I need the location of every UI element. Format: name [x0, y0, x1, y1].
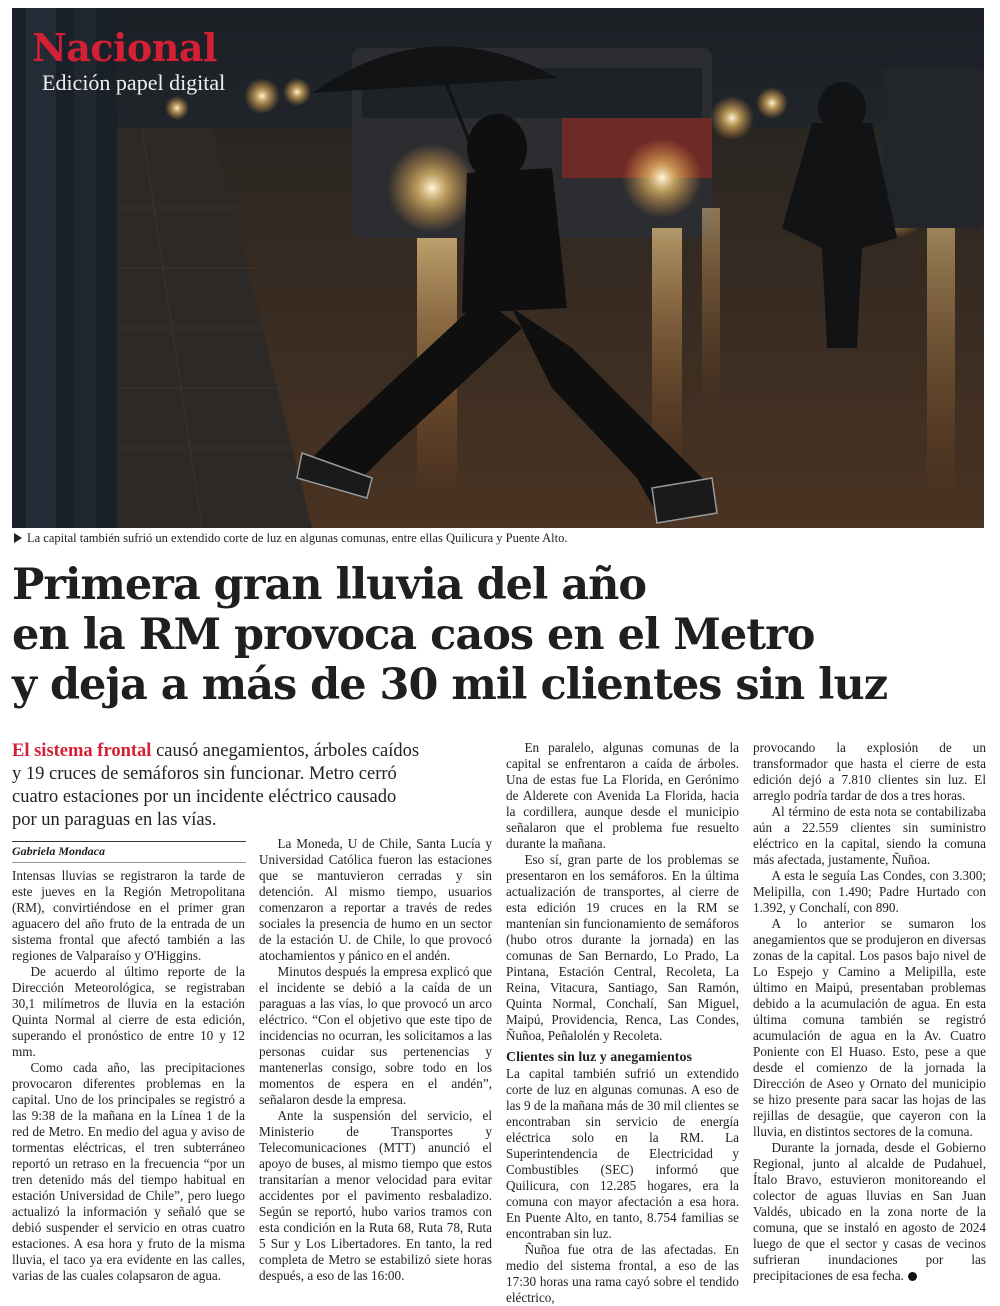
byline: Gabriela Mondaca — [12, 841, 246, 863]
paragraph: Ante la suspensión del servicio, el Ministerio de Transportes y Telecomunicaciones (MTT) anunció el apoyo de buses, al mismo tiempo que estos transitarían a menor velocidad para evitar accidentes por el pavimento resbaladizo. Según se reportó, hubo varios tramos con esta condición en la Ruta 68, Ruta 78, Ruta 5 Sur y Los Libertadores. En tanto, la red completa de Metro se estabilizó siete horas después, a eso de las 16:00. — [259, 1108, 492, 1283]
paragraph: Minutos después la empresa explicó que el incidente se debió a la caída de un paraguas a las vías, lo que provocó un arco eléctrico. “Con el objetivo que este tipo de incidencias no ocurran, les solicitamos a las personas cuidar sus pertenencias y mantenerlas consigo, sobre todo en los momentos de espera en el andén”, señalaron desde la empresa. — [259, 964, 492, 1107]
headline-line-3: y deja a más de 30 mil clientes sin luz — [12, 660, 888, 710]
section-subtitle: Edición papel digital — [42, 70, 226, 95]
hero-photo — [12, 8, 984, 528]
headline-line-1: Primera gran lluvia del año — [12, 560, 647, 610]
caption-triangle-icon — [14, 533, 22, 543]
body-column-3 — [506, 740, 739, 1306]
paragraph: Ñuñoa fue otra de las afectadas. En medio del sistema frontal, a eso de las 17:30 horas una rama cayó sobre el tendido eléctrico, — [506, 1242, 739, 1305]
subheading: Clientes sin luz y anegamientos — [506, 1050, 692, 1065]
lead-line-3: cuatro estaciones por un incidente eléctrico causado — [12, 787, 397, 807]
headline — [12, 560, 988, 710]
lead-line-2: y 19 cruces de semáforos sin funcionar. Metro cerró — [12, 764, 397, 784]
photo-caption — [14, 531, 567, 546]
paragraph: Intensas lluvias se registraron la tarde de este jueves en la Región Metropolitana (RM), convirtiéndose en el primer gran aguacero del año fruto de la entrada de un sistema frontal que afectó también a las regiones de Valparaíso y O'Higgins. — [12, 868, 245, 963]
paragraph: Como cada año, las precipitaciones provocaron diferentes problemas en la capital. Uno de los principales se registró a las 9:38 de la mañana en la Línea 1 de la red de Metro. En medio del agua y aviso de tormentas eléctricas, el tren subterráneo reportó un retraso en la frecuencia “por un tren detenido más del tiempo habitual en estación Universidad de Chile”, pero luego actualizó la información y señaló que se debió suspender el servicio en otras cuatro estaciones. A esa hora y fruto de la misma lluvia, el taco ya era evidente en las calles, varias de las cuales colapsaron de agua. — [12, 1060, 245, 1283]
body-column-4 — [753, 740, 986, 1284]
headline-line-2: en la RM provoca caos en el Metro — [12, 610, 815, 660]
body-column-2 — [259, 836, 492, 1284]
body-column-1 — [12, 868, 245, 1284]
lead-paragraph — [12, 740, 420, 832]
paragraph: En paralelo, algunas comunas de la capital se enfrentaron a caída de árboles. Una de estas fue La Florida, en Gerónimo de Alderete con Avenida La Florida, hacia la cordillera, aunque desde el municipio señalaron que el problema fue resuelto durante la mañana. — [506, 740, 739, 851]
paragraph: La capital también sufrió un extendido corte de luz en algunas comunas. A eso de las 9 de la mañana más de 30 mil clientes se encontraban sin servicio de energía eléctrica solo en la RM. La Superintendencia de Electricidad y Combustibles (SEC) informó que Quilicura, con 12.285 hogares, era la comuna con mayor afectación a esa hora. En Puente Alto, en tanto, 8.754 familias se encontraban sin luz. — [506, 1066, 739, 1241]
lead-highlight: El sistema frontal — [12, 741, 152, 761]
paragraph: De acuerdo al último reporte de la Dirección Meteorológica, se registraban 30,1 milímetros de lluvia en la estación Quinta Normal al cierre de esta edición, superando el pronóstico de entre 10 y 12 mm. — [12, 964, 245, 1059]
paragraph — [753, 1140, 986, 1284]
photo-caption-text: La capital también sufrió un extendido corte de luz en algunas comunas, entre ellas Quilicura y Puente Alto. — [27, 531, 568, 545]
section-title: Nacional — [32, 25, 217, 70]
end-mark-icon — [908, 1272, 917, 1281]
lead-line-4: por un paraguas en las vías. — [12, 810, 217, 830]
paragraph: Eso sí, gran parte de los problemas se presentaron en los semáforos. En la última actualización de transportes, al cierre de esta edición 19 cruces en la RM se mantenían sin funcionamiento de semáforos (hubo otros durante la jornada) en las comunas de San Bernardo, Lo Prado, La Pintana, Estación Central, Recoleta, La Reina, Vitacura, Santiago, San Ramón, Quinta Normal, Conchalí, San Miguel, Maipú, Providencia, Renca, Las Condes, Ñuñoa, Peñalolén y Recoleta. — [506, 852, 739, 1043]
paragraph: A lo anterior se sumaron los anegamientos que se produjeron en diversas zonas de la capital. Los pasos bajo nivel de Lo Espejo y Camino a Melipilla, este último en Maipú, presentaban problemas debido a la acumulación de agua. En esta última comuna también se registró acumulación de agua en la Av. Cuatro Poniente con El Huaso. Esto, pese a que desde el comienzo de la jornada la Dirección de Aseo y Ornato del municipio se hizo presente para sacar las hojas de las rejillas de desagüe, que cayeron con la lluvia, en distintos sectores de la comuna. — [753, 916, 986, 1139]
section-header — [32, 25, 226, 96]
paragraph: A esta le seguía Las Condes, con 3.300; Melipilla, con 1.490; Padre Hurtado con 1.392, y Conchalí, con 890. — [753, 868, 986, 915]
paragraph-text: Durante la jornada, desde el Gobierno Regional, junto al alcalde de Pudahuel, Ítalo Bravo, estuvieron monitoreando el colector de aguas lluvias en San Juan Valdés, ubicado en la zona norte de la comuna, que se instaló en agosto de 2024 luego de que el sector y casas de vecinos sufrieran inundaciones por las precipitaciones de esa fecha. — [753, 1140, 986, 1283]
paragraph: La Moneda, U de Chile, Santa Lucía y Universidad Católica fueron las estaciones que se mantuvieron cerradas y sin detención. Al mismo tiempo, usuarios comenzaron a reportar a través de redes sociales la presencia de humo en un sector de la estación U. de Chile, lo que provocó atochamientos y pánico en el andén. — [259, 836, 492, 963]
lead-line-1: causó anegamientos, árboles caídos — [151, 741, 420, 761]
paragraph: provocando la explosión de un transformador que hasta el cierre de esta edición dejó a 7.810 clientes sin luz. El arreglo podría tardar de dos a tres horas. — [753, 740, 986, 803]
paragraph: Al término de esta nota se contabilizaba aún a 22.559 clientes sin suministro eléctrico en la capital, siendo la comuna más afectada, justamente, Ñuñoa. — [753, 804, 986, 867]
